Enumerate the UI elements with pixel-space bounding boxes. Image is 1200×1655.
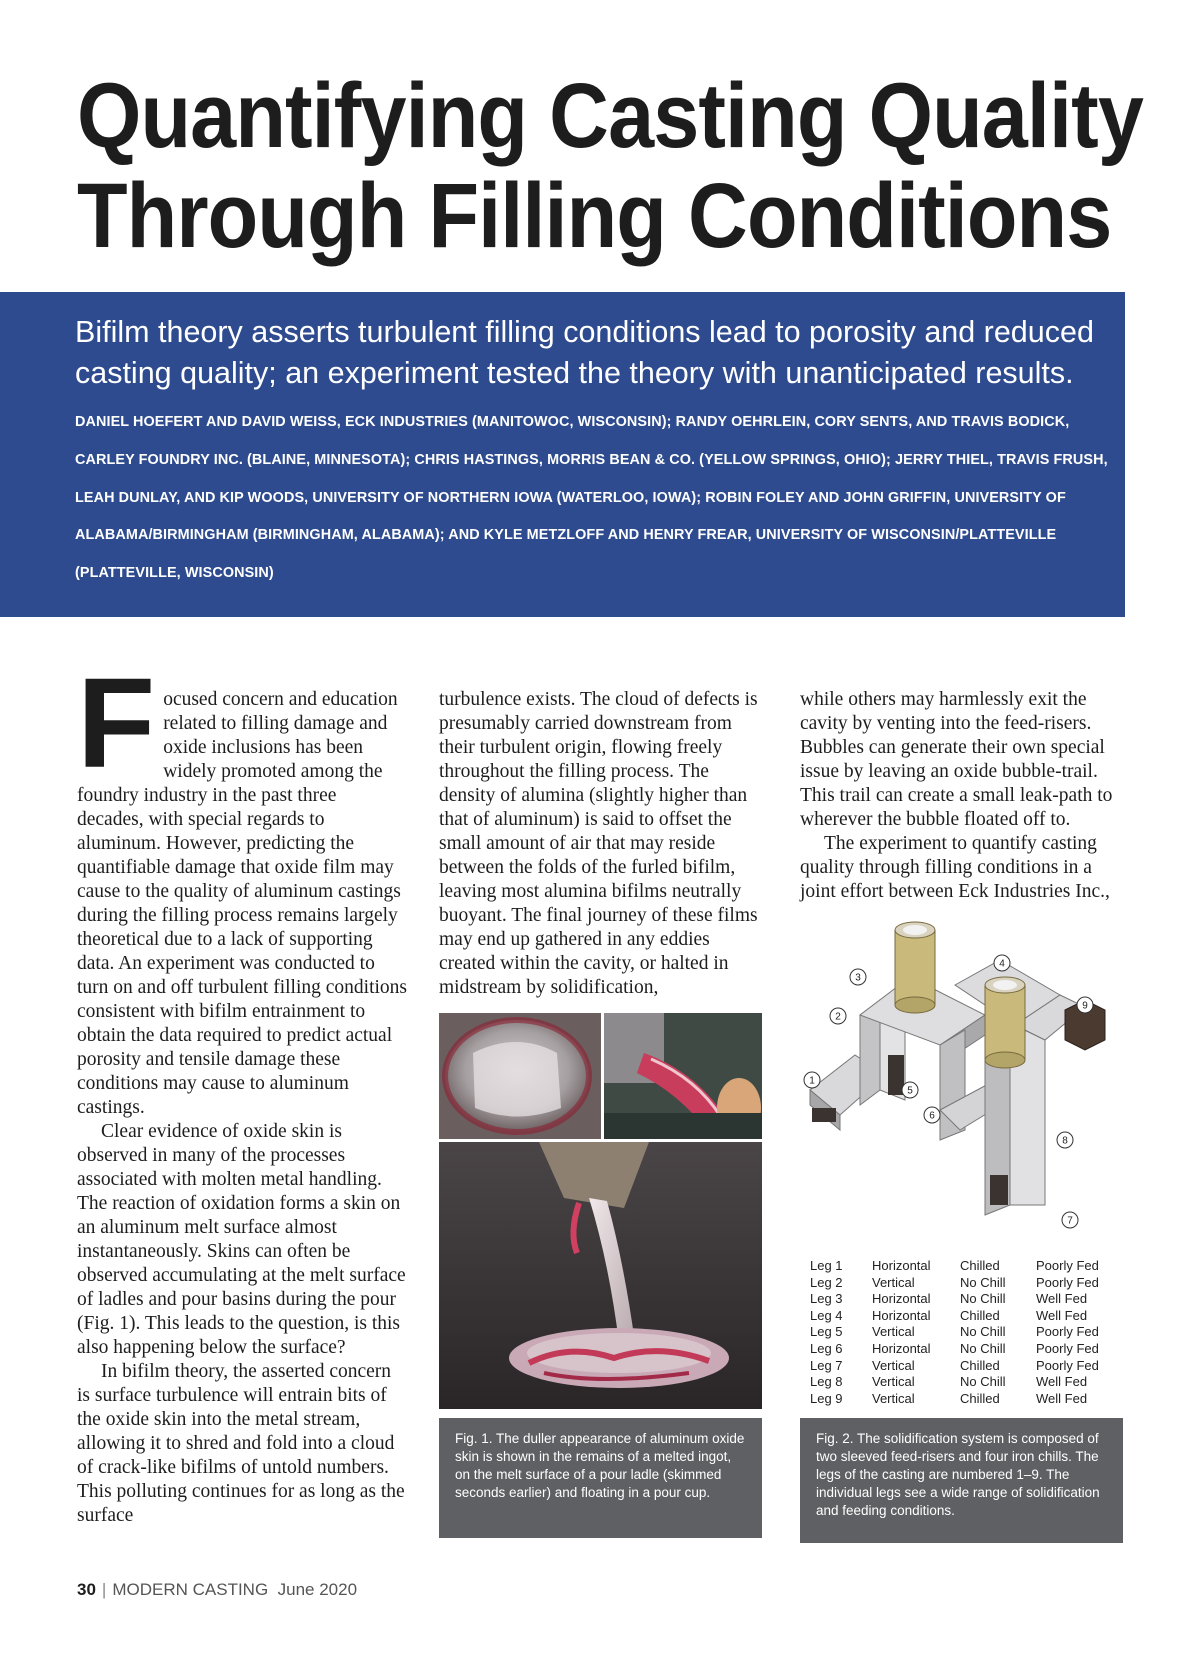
leg-orientation-cell: Vertical [872,1324,915,1340]
leg-callout-label: 9 [1082,1000,1088,1012]
leg-feed-cell: Poorly Fed [1036,1357,1099,1373]
leg-callout-7 [1062,1212,1078,1228]
leg-feed-cell: Well Fed [1036,1390,1088,1406]
leg-orientation-cell: Horizontal [872,1307,931,1323]
leg-leg-cell: Leg 6 [810,1340,843,1356]
feed-riser-right [985,977,1025,1068]
leg-chill-cell: Chilled [960,1390,1000,1406]
leg-leg-cell: Leg 1 [810,1258,843,1273]
figure-2-caption: Fig. 2. The solidification system is composed of two sleeved feed-risers and four iron chills. The legs of the casting are numbered 1–9. The individual legs see a wide range of solidification and feeding conditions. [800,1418,1123,1543]
leg-orientation-cell: Vertical [872,1374,915,1390]
leg-row [810,1324,1120,1341]
figure-2-casting-diagram [800,915,1123,1230]
paragraph-defect-cloud: turbulence exists. The cloud of defects is presumably carried downstream from their turbulent origin, flowing freely throughout the filling process. The density of alumina (slightly higher than that of aluminum) is said to offset the small amount of air that may reside between the folds of the furled bifilm, leaving most alumina bifilms neutrally buoyant. The final journey of these films may end up gathered in any eddies created within the cavity, or halted in midstream by solidification, [439,689,758,998]
leg-chill-cell: No Chill [960,1340,1006,1356]
page-number: 30 [77,1580,96,1599]
body-column-3 [800,688,1130,904]
leg-leg-cell: Leg 8 [810,1374,843,1390]
leg-feed-cell: Well Fed [1036,1291,1088,1307]
leg-row [810,1358,1120,1375]
leg-row [810,1275,1120,1292]
article-title-line-2: Through Filling Conditions [77,165,1112,267]
leg-callout-5 [902,1082,918,1098]
fig1-photo-pour-cup [439,1142,762,1409]
leg-callout-label: 1 [809,1075,815,1087]
feed-riser-left [895,922,935,1013]
leg-row [810,1374,1120,1391]
paragraph-intro: ocused concern and education related to filling damage and oxide inclusions has been widely promoted among the foundry industry in the past three decades, with special regards to aluminum. However, predicting the quantifiable damage that oxide film may cause to the quality of aluminum castings during the filling process remains largely theoretical due to a lack of supporting data. An experiment was conducted to turn on and off turbulent filling conditions consistent with bifilm entrainment to obtain the data required to predict actual porosity and tensile damage these conditions may cause to aluminum castings. [77,689,408,1118]
leg-chill-cell: No Chill [960,1324,1006,1340]
leg-chill-cell: Chilled [960,1307,1000,1323]
leg-orientation-cell: Vertical [872,1390,915,1406]
leg-callout-1 [804,1072,820,1088]
article-title-line-1: Quantifying Casting Quality [77,65,1143,167]
leg-callout-label: 2 [835,1011,841,1023]
leg-row [810,1291,1120,1308]
leg-chill-cell: Chilled [960,1357,1000,1373]
leg-callout-4 [994,955,1010,971]
leg-callout-label: 7 [1067,1215,1073,1227]
page-footer [77,1580,357,1600]
article-title [77,65,1143,267]
paragraph-oxide-skin: Clear evidence of oxide skin is observed in many of the processes associated with molten metal handling. The reaction of oxidation forms a skin on an aluminum melt surface almost instantaneously. Skins can often be observed accumulating at the melt surface of ladles and pour basins during the pour (Fig. 1). This leads to the question, is this also happening below the surface? [77,1121,406,1358]
leg-feed-cell: Poorly Fed [1036,1258,1099,1273]
paragraph-bifilm-theory: In bifilm theory, the asserted concern is surface turbulence will entrain bits of the oxide skin into the metal stream, allowing it to shred and fold into a cloud of crack-like bifilms of untold numbers. This polluting continues for as long as the surface [77,1361,405,1526]
leg-callout-label: 6 [929,1110,935,1122]
drop-cap: F [77,652,156,795]
footer-separator: | [101,1580,107,1599]
leg-callout-label: 5 [907,1085,913,1097]
leg-chill-cell: No Chill [960,1274,1006,1290]
leg-callout-label: 3 [855,972,861,984]
leg-callout-2 [830,1008,846,1024]
article-deck: Bifilm theory asserts turbulent filling conditions lead to porosity and reduced casting quality; an experiment tested the theory with unanticipated results. [75,315,1094,390]
leg-callout-label: 8 [1062,1135,1068,1147]
body-column-1 [77,652,408,1528]
leg-orientation-cell: Horizontal [872,1258,931,1273]
leg-feed-cell: Poorly Fed [1036,1274,1099,1290]
leg-row [810,1308,1120,1325]
body-column-2 [439,688,769,1000]
leg-conditions-table [810,1258,1120,1407]
leg-chill-cell: No Chill [960,1291,1006,1307]
leg-callout-3 [850,969,866,985]
casting-body [810,960,1105,1215]
leg-feed-cell: Well Fed [1036,1307,1088,1323]
leg-row [810,1391,1120,1408]
leg-chill-cell: No Chill [960,1374,1006,1390]
fig1-photo-melted-ingot [439,1013,601,1139]
publication-name: MODERN CASTING [112,1580,269,1599]
leg-feed-cell: Poorly Fed [1036,1340,1099,1356]
leg-callout-9 [1077,997,1093,1013]
leg-orientation-cell: Horizontal [872,1291,931,1307]
leg-feed-cell: Poorly Fed [1036,1324,1099,1340]
leg-callout-label: 4 [999,958,1005,970]
leg-leg-cell: Leg 5 [810,1324,843,1340]
leg-callout-6 [924,1107,940,1123]
leg-leg-cell: Leg 9 [810,1390,843,1406]
paragraph-experiment: The experiment to quantify casting quality through filling conditions in a joint effort between Eck Industries Inc., [800,833,1110,902]
leg-chill-cell: Chilled [960,1258,1000,1273]
leg-row [810,1258,1120,1275]
figure-1-photo-collage [439,1013,762,1409]
issue-date: June 2020 [277,1580,358,1599]
leg-orientation-cell: Horizontal [872,1340,931,1356]
leg-leg-cell: Leg 4 [810,1307,843,1323]
author-byline: DANIEL HOEFERT AND DAVID WEISS, ECK INDUSTRIES (MANITOWOC, WISCONSIN); RANDY OEHRLEIN, CORY SENTS, AND TRAVIS BODICK, CARLEY FOUNDRY INC. (BLAINE, MINNESOTA); CHRIS HASTINGS, MORRIS BEAN & CO. (YELLOW SPRINGS, OHIO); JERRY THIEL, TRAVIS FRUSH, LEAH DUNLAY, AND KIP WOODS, UNIVERSITY OF NORTHERN IOWA (WATERLOO, IOWA); ROBIN FOLEY AND JOHN GRIFFIN, UNIVERSITY OF ALABAMA/BIRMINGHAM (BIRMINGHAM, ALABAMA); AND KYLE METZLOFF AND HENRY FREAR, UNIVERSITY OF WISCONSIN/PLATTEVILLE (PLATTEVILLE, WISCONSIN) [75,414,1108,582]
leg-leg-cell: Leg 3 [810,1291,843,1307]
leg-leg-cell: Leg 7 [810,1357,843,1373]
leg-orientation-cell: Vertical [872,1357,915,1373]
leg-row [810,1341,1120,1358]
figure-1-caption: Fig. 1. The duller appearance of aluminum oxide skin is shown in the remains of a melted ingot, on the melt surface of a pour ladle (skimmed seconds earlier) and floating in a pour cup. [439,1418,762,1538]
leg-feed-cell: Well Fed [1036,1374,1088,1390]
fig1-photo-pour-ladle [604,1013,762,1139]
leg-orientation-cell: Vertical [872,1274,915,1290]
leg-callout-8 [1057,1132,1073,1148]
leg-leg-cell: Leg 2 [810,1274,843,1290]
paragraph-bubbles: while others may harmlessly exit the cavity by venting into the feed-risers. Bubbles can generate their own special issue by leaving an oxide bubble-trail. This trail can create a small leak-path to wherever the bubble floated off to. [800,689,1113,830]
